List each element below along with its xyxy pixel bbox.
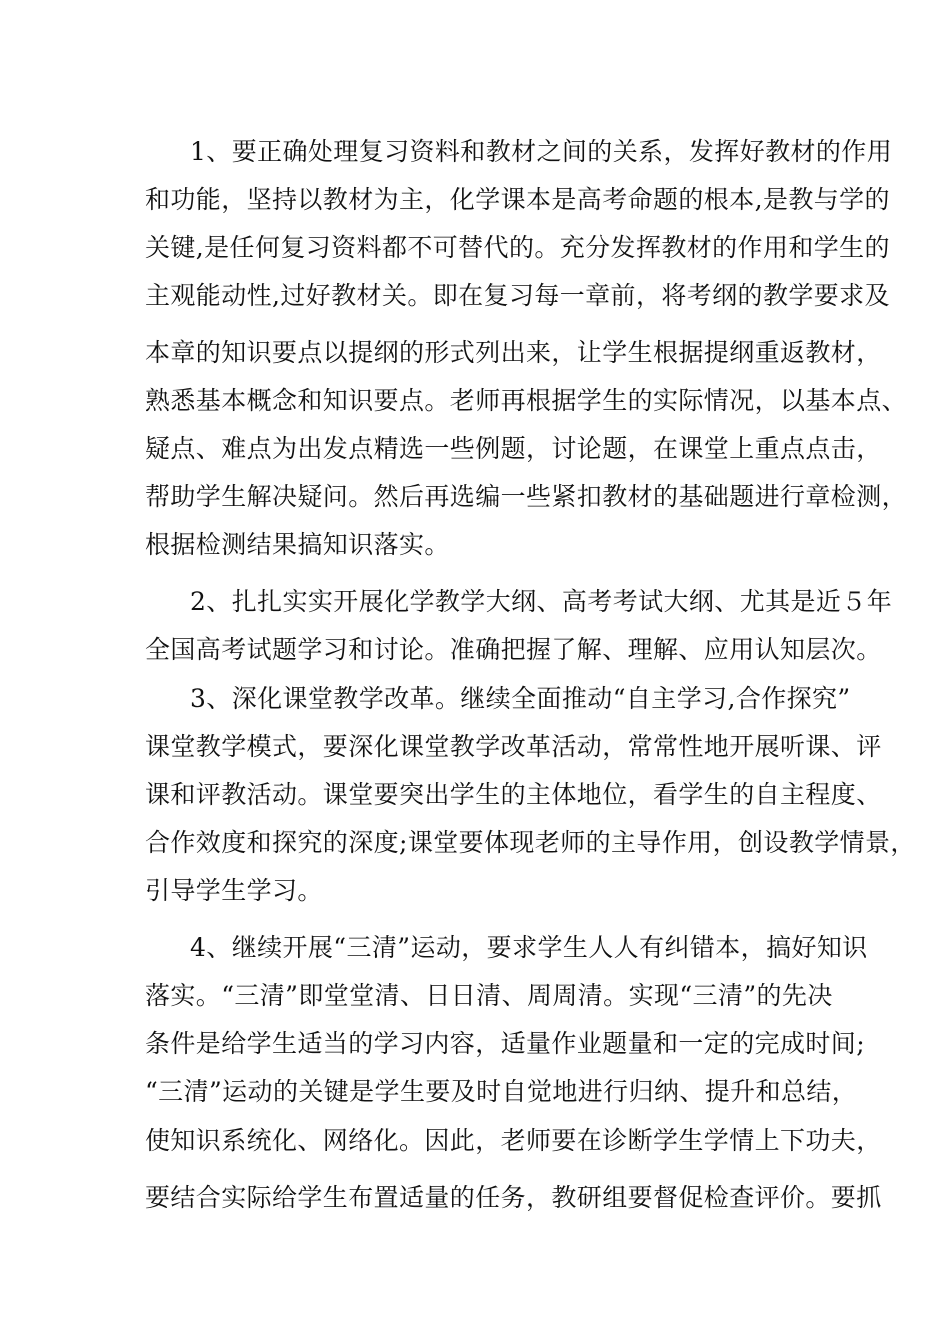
- paragraph-4-line-3: 条件是给学生适当的学习内容，适量作业题量和一定的完成时间;: [145, 1029, 866, 1058]
- paragraph-3-line-1: 3、深化课堂教学改革。继续全面推动“自主学习,合作探究”: [190, 684, 851, 713]
- paragraph-1-line-2: 和功能，坚持以教材为主，化学课本是高考命题的根本,是教与学的: [145, 185, 890, 214]
- paragraph-2-line-1: 2、扎扎实实开展化学教学大纲、高考考试大纲、尤其是近５年: [190, 587, 893, 616]
- paragraph-1-line-9: 根据检测结果搞知识落实。: [145, 530, 450, 559]
- paragraph-2-line-2: 全国高考试题学习和讨论。准确把握了解、理解、应用认知层次。: [145, 635, 882, 664]
- paragraph-4-line-1: 4、继续开展“三清”运动，要求学生人人有纠错本，搞好知识: [190, 933, 868, 962]
- paragraph-1-line-7: 疑点、难点为出发点精选一些例题，讨论题，在课堂上重点点击，: [145, 434, 882, 463]
- paragraph-1-line-5: 本章的知识要点以提纲的形式列出来，让学生根据提纲重返教材，: [145, 338, 882, 367]
- paragraph-1-line-6: 熟悉基本概念和知识要点。老师再根据学生的实际情况，以基本点、: [145, 386, 908, 415]
- paragraph-1-line-1: 1、要正确处理复习资料和教材之间的关系，发挥好教材的作用: [190, 137, 893, 166]
- paragraph-3-line-3: 课和评教活动。课堂要突出学生的主体地位，看学生的自主程度、: [145, 780, 882, 809]
- paragraph-4-line-4: “三清”运动的关键是学生要及时自觉地进行归纳、提升和总结，: [145, 1077, 858, 1106]
- paragraph-3-line-4: 合作效度和探究的深度;课堂要体现老师的主导作用，创设教学情景，: [145, 828, 916, 857]
- paragraph-4-line-5: 使知识系统化、网络化。因此，老师要在诊断学生学情上下功夫，: [145, 1126, 882, 1155]
- paragraph-4-line-2: 落实。“三清”即堂堂清、日日清、周周清。实现“三清”的先决: [145, 981, 833, 1010]
- paragraph-1-line-8: 帮助学生解决疑问。然后再选编一些紧扣教材的基础题进行章检测，: [145, 482, 908, 511]
- paragraph-3-line-2: 课堂教学模式，要深化课堂教学改革活动，常常性地开展听课、评: [145, 732, 882, 761]
- paragraph-4-line-6: 要结合实际给学生布置适量的任务，教研组要督促检查评价。要抓: [145, 1183, 882, 1212]
- paragraph-1-line-4: 主观能动性,过好教材关。即在复习每一章前，将考纲的教学要求及: [145, 281, 890, 310]
- paragraph-1-line-3: 关键,是任何复习资料都不可替代的。充分发挥教材的作用和学生的: [145, 233, 890, 262]
- paragraph-3-line-5: 引导学生学习。: [145, 876, 323, 905]
